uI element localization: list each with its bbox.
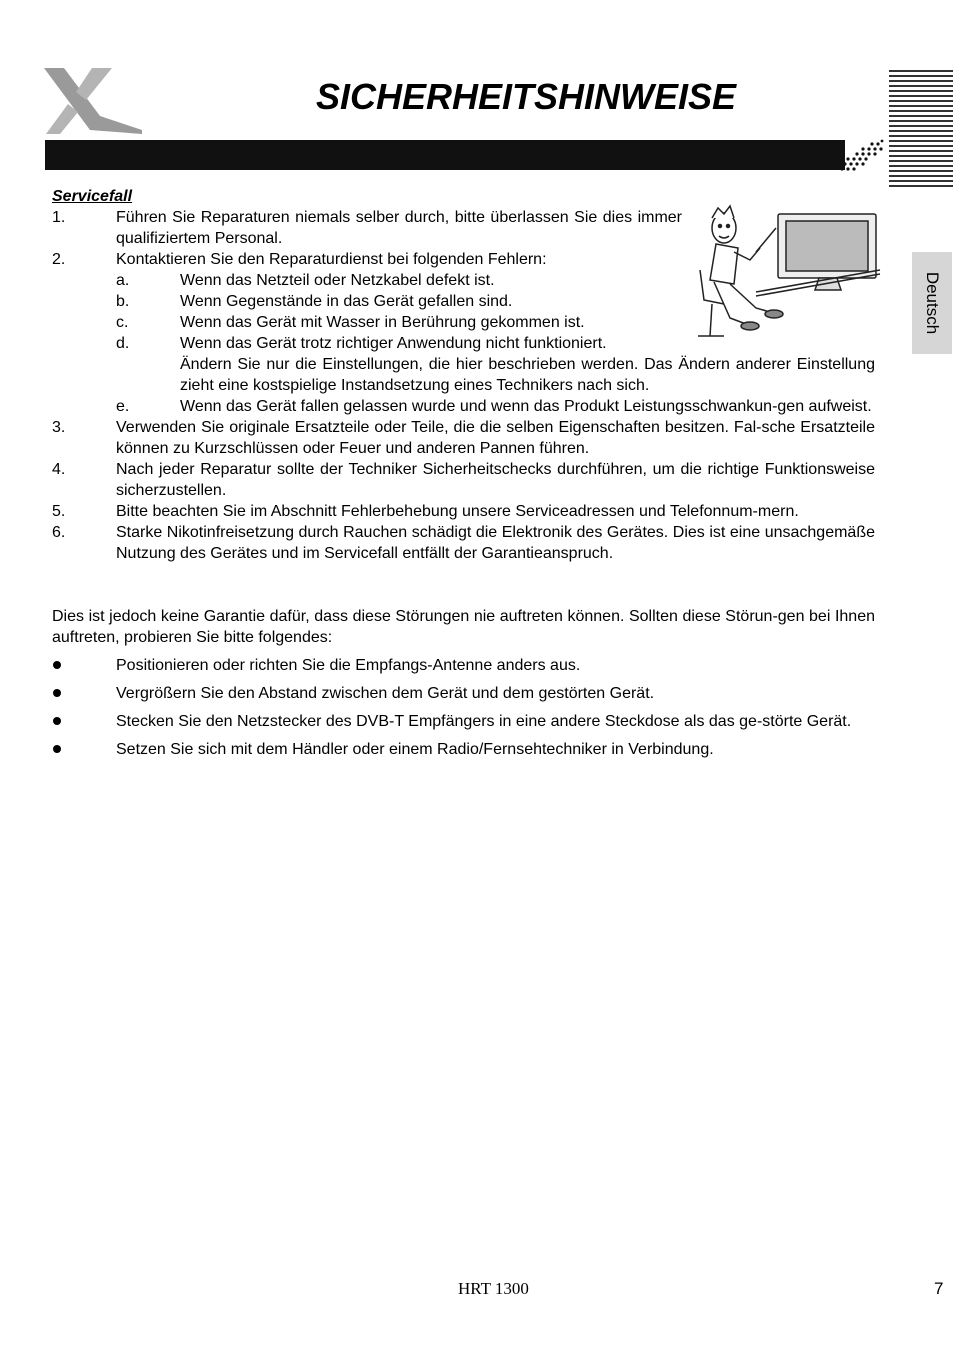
bullet-text: Vergrößern Sie den Abstand zwischen dem Gerät und dem gestörten Gerät. <box>116 685 655 702</box>
main-content <box>52 186 875 760</box>
list-item <box>52 207 682 249</box>
sub-list-letter: e. <box>116 398 130 415</box>
brand-x-logo-icon <box>42 64 144 138</box>
sub-list-item <box>52 270 682 291</box>
bullet-text: Stecken Sie den Netzstecker des DVB-T Empfängers in eine andere Steckdose als das ge-störte Gerät. <box>116 713 852 730</box>
list-number: 2. <box>52 251 66 268</box>
list-number: 3. <box>52 419 66 436</box>
sub-list-text: Wenn das Gerät trotz richtiger Anwendung nicht funktioniert. <box>180 335 607 352</box>
bullet-text: Positionieren oder richten Sie die Empfangs-Antenne anders aus. <box>116 657 581 674</box>
section-title: Servicefall <box>52 188 133 205</box>
decorative-stripes <box>889 70 953 196</box>
bullet-item <box>52 683 875 704</box>
sub-list-letter: a. <box>116 272 130 289</box>
sub-list-text: Ändern Sie nur die Einstellungen, die hier beschrieben werden. Das Ändern anderer Einstellung zieht eine kostspielige Instandsetzung eines Technikers nach sich. <box>180 356 875 394</box>
sub-list-letter: c. <box>116 314 129 331</box>
bullet-icon <box>53 661 61 669</box>
sub-list-text: Wenn das Gerät fallen gelassen wurde und wenn das Produkt Leistungsschwankun-gen aufweist. <box>180 398 872 415</box>
list-item <box>52 522 875 564</box>
bullet-icon <box>53 717 61 725</box>
header-bar <box>45 140 845 170</box>
list-text: Bitte beachten Sie im Abschnitt Fehlerbehebung unsere Serviceadressen und Telefonnum-mern. <box>116 503 799 520</box>
list-number: 6. <box>52 524 66 541</box>
list-number: 5. <box>52 503 66 520</box>
bullet-item <box>52 739 875 760</box>
sub-list-item <box>52 333 682 354</box>
sub-list-item <box>52 291 682 312</box>
list-text: Kontaktieren Sie den Reparaturdienst bei folgenden Fehlern: <box>116 251 547 268</box>
page-number: 7 <box>934 1279 944 1298</box>
bullet-text: Setzen Sie sich mit dem Händler oder einem Radio/Fernsehtechniker in Verbindung. <box>116 741 714 758</box>
list-number: 4. <box>52 461 66 478</box>
footer-model-name: HRT 1300 <box>458 1279 529 1298</box>
sub-list-item <box>52 396 875 417</box>
sub-list-item <box>52 354 875 396</box>
list-item <box>52 459 875 501</box>
page-title: SICHERHEITSHINWEISE <box>316 76 737 117</box>
bullet-item <box>52 711 875 732</box>
sub-list-text: Wenn Gegenstände in das Gerät gefallen sind. <box>180 293 513 310</box>
list-text: Starke Nikotinfreisetzung durch Rauchen schädigt die Elektronik des Gerätes. Dies ist eine unsachgemäße Nutzung des Gerätes und im Servicefall entfällt der Garantieanspruch. <box>116 524 875 562</box>
sub-list-letter: d. <box>116 335 130 352</box>
language-tab-label: Deutsch <box>923 271 942 335</box>
list-number: 1. <box>52 209 66 226</box>
sub-list-text: Wenn das Gerät mit Wasser in Berührung gekommen ist. <box>180 314 585 331</box>
sub-list-text: Wenn das Netzteil oder Netzkabel defekt ist. <box>180 272 495 289</box>
interference-intro: Dies ist jedoch keine Garantie dafür, dass diese Störungen nie auftreten können. Sollten diese Störun-gen bei Ihnen auftreten, probieren Sie bitte folgendes: <box>52 608 875 646</box>
list-text: Führen Sie Reparaturen niemals selber durch, bitte überlassen Sie dies immer qualifiziertem Personal. <box>116 209 682 247</box>
list-text: Verwenden Sie originale Ersatzteile oder Teile, die die selben Eigenschaften besitzen. Fal-sche Ersatzteile können zu Kurzschlüssen oder Feuer und anderen Pannen führen. <box>116 419 875 457</box>
language-tab <box>912 252 952 354</box>
sub-list-item <box>52 312 682 333</box>
bullet-item <box>52 655 875 676</box>
list-text: Nach jeder Reparatur sollte der Techniker Sicherheitschecks durchführen, um die richtige Funktionsweise sicherzustellen. <box>116 461 875 499</box>
dot-pattern-icon <box>838 139 884 172</box>
list-item <box>52 501 875 522</box>
bullet-icon <box>53 689 61 697</box>
bullet-icon <box>53 745 61 753</box>
list-item <box>52 249 682 270</box>
sub-list-letter: b. <box>116 293 130 310</box>
list-item <box>52 417 875 459</box>
